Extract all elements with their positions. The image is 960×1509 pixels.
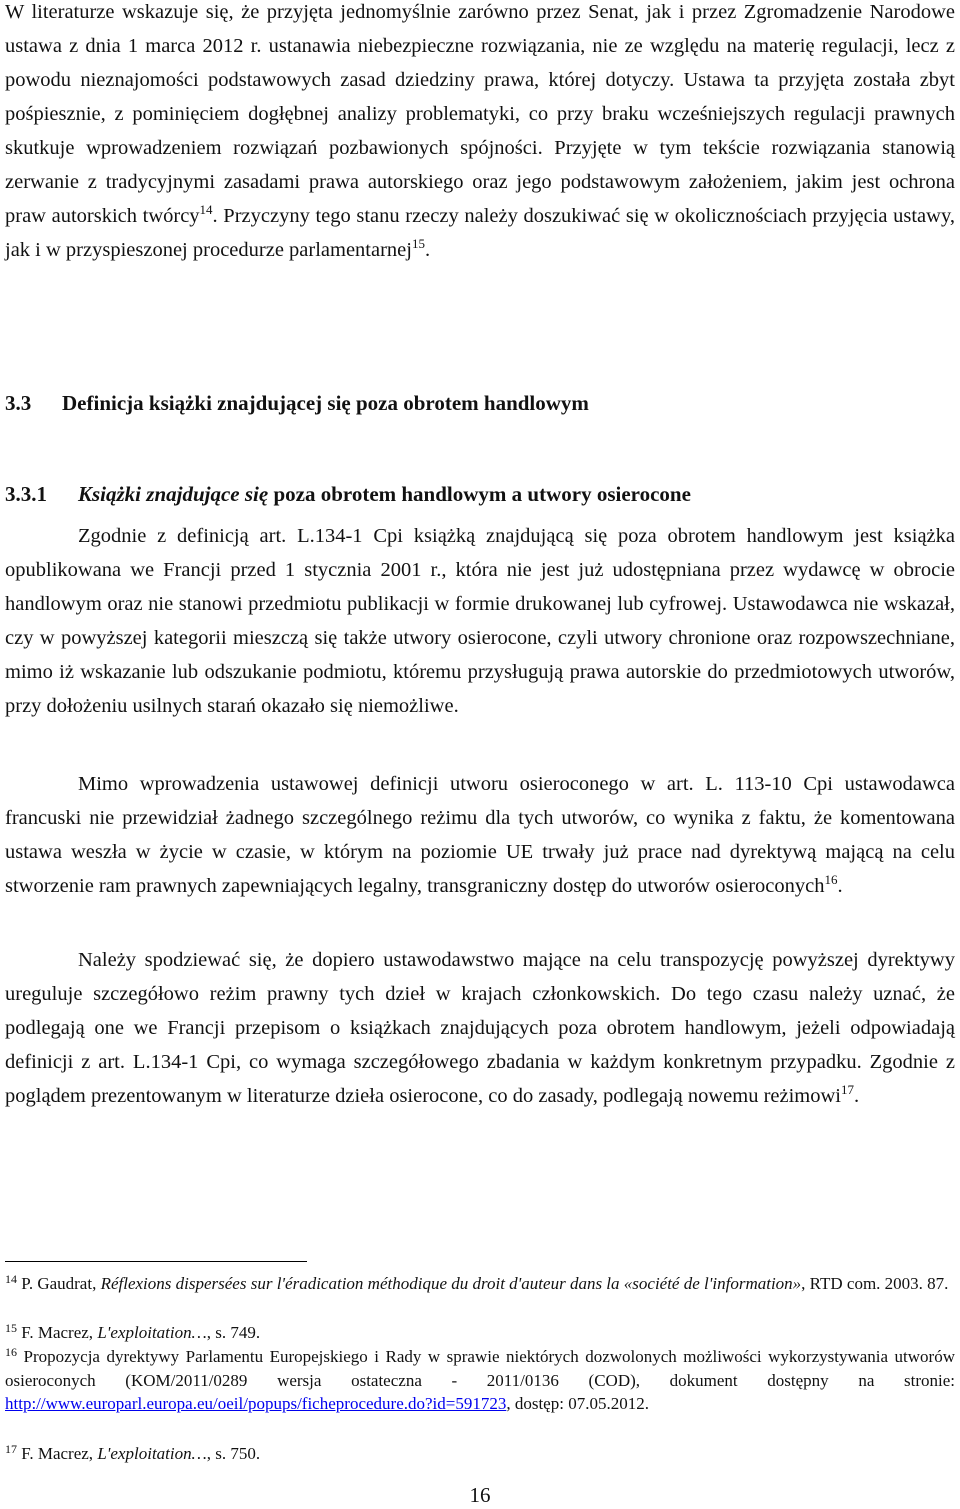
footnote-title: L'exploitation…	[97, 1323, 207, 1342]
footnote-link[interactable]: http://www.europarl.europa.eu/oeil/popups/ficheprocedure.do?id=591723	[5, 1394, 507, 1413]
footnote-author: F. Macrez,	[17, 1444, 98, 1463]
subsection-title-rest: poza obrotem handlowym a utwory osierocone	[268, 482, 691, 506]
footnote-17	[5, 1442, 955, 1466]
footnote-ref-15[interactable]: 15	[411, 236, 425, 251]
section-heading-3-3	[5, 391, 589, 416]
footnote-15	[5, 1321, 955, 1345]
footnote-number: 17	[5, 1442, 17, 1456]
footnote-14	[5, 1272, 955, 1296]
paragraph-1-end: .	[424, 239, 431, 261]
footnote-source: , s. 750.	[206, 1444, 261, 1463]
subsection-title-italic: Książki znajdujące się	[78, 482, 269, 506]
footnote-source: , RTD com. 2003. 87.	[801, 1274, 949, 1293]
paragraph-3-end: .	[837, 875, 843, 897]
footnote-separator	[5, 1261, 307, 1262]
footnote-source: , s. 749.	[206, 1323, 261, 1342]
paragraph-4-end: .	[854, 1085, 860, 1107]
footnote-ref-17[interactable]: 17	[841, 1082, 854, 1097]
paragraph-4	[5, 943, 955, 1113]
footnote-16	[5, 1345, 955, 1416]
paragraph-3-text: Mimo wprowadzenia ustawowej definicji utworu osieroconego w art. L. 113-10 Cpi ustawodawca francuski nie przewidział żadnego szczególnego reżimu dla tych utworów, co wynika z faktu, że komentowana ustawa weszła w życie w czasie, w którym na poziomie UE trwały już prace nad dyrektywą mającą na celu stworzenie ram prawnych zapewniających legalny, transgraniczny dostęp do utworów osieroconych	[5, 773, 955, 897]
section-title: Definicja książki znajdującej się poza obrotem handlowym	[62, 391, 589, 415]
subsection-number: 3.3.1	[5, 482, 47, 506]
paragraph-2: Zgodnie z definicją art. L.134-1 Cpi książką znajdującą się poza obrotem handlowym jest książka opublikowana we Francji przed 1 stycznia 2001 r., która nie jest już udostępniana przez wydawcę w obrocie handlowym oraz nie stanowi przedmiotu publikacji w formie drukowanej lub cyfrowej. Ustawodawca nie wskazał, czy w powyższej kategorii mieszczą się także utwory osierocone, czyli utwory chronione oraz rozpowszechniane, mimo iż wskazanie lub odszukanie podmiotu, któremu przysługują prawa autorskie do przedmiotowych utworów, przy dołożeniu usilnych starań okazało się niemożliwe.	[5, 525, 955, 717]
page-number: 16	[469, 1483, 491, 1507]
subsection-heading-3-3-1	[5, 482, 691, 507]
paragraph-1	[5, 0, 955, 267]
section-number: 3.3	[5, 391, 32, 415]
footnote-text: Propozycja dyrektywy Parlamentu Europejskiego i Rady w sprawie niektórych dozwolonych możliwości wykorzystywania utworów osieroconych (KOM/2011/0289 wersja ostateczna - 2011/0136 (COD), dokument dostępny na stronie:	[5, 1347, 955, 1390]
footnote-ref-14[interactable]: 14	[199, 202, 213, 217]
paragraph-4-text: Należy spodziewać się, że dopiero ustawodawstwo mające na celu transpozycję powyższej dyrektywy ureguluje szczegółowo reżim prawny tych dzieł w krajach członkowskich. Do tego czasu należy uznać, że podlegają one we Francji przepisom o książkach znajdujących poza obrotem handlowym, jeżeli odpowiadają definicji z art. L.134-1 Cpi, co wymaga szczegółowego zbadania w każdym konkretnym przypadku. Zgodnie z poglądem prezentowanym w literaturze dzieła osierocone, co do zasady, podlegają nowemu reżimowi	[5, 949, 955, 1107]
paragraph-3	[5, 767, 955, 903]
footnote-author: P. Gaudrat,	[17, 1274, 101, 1293]
footnote-number: 15	[5, 1321, 17, 1335]
footnote-access-date: , dostęp: 07.05.2012.	[506, 1394, 649, 1413]
footnote-title: L'exploitation…	[97, 1444, 207, 1463]
footnote-author: F. Macrez,	[17, 1323, 98, 1342]
footnote-title: Réflexions dispersées sur l'éradication méthodique du droit d'auteur dans la «société de l'information»	[100, 1274, 802, 1293]
paragraph-1-text-b: . Przyczyny tego stanu rzeczy należy doszukiwać się w okolicznościach przyjęcia ustawy, jak i w przyspieszonej procedurze parlamentarnej	[5, 205, 955, 261]
footnote-number: 16	[5, 1345, 17, 1359]
footnote-ref-16[interactable]: 16	[824, 872, 838, 887]
footnote-number: 14	[5, 1272, 17, 1286]
paragraph-1-text-a: W literaturze wskazuje się, że przyjęta jednomyślnie zarówno przez Senat, jak i przez Zgromadzenie Narodowe ustawa z dnia 1 marca 2012 r. ustanawia niebezpieczne rozwiązania, nie ze względu na materię regulacji, lecz z powodu nieznajomości podstawowych zasad dziedziny prawa, której dotyczy. Ustawa ta przyjęta została zbyt pośpiesznie, z pominięciem dogłębnej analizy problematyki, co przy braku wcześniejszych regulacji prawnych skutkuje wprowadzeniem rozwiązań pozbawionych spójności. Przyjęte w tym tekście rozwiązania stanowią zerwanie z tradycyjnymi zasadami prawa autorskiego oraz jego podstawowym założeniem, jakim jest ochrona praw autorskich twórcy	[5, 1, 955, 227]
